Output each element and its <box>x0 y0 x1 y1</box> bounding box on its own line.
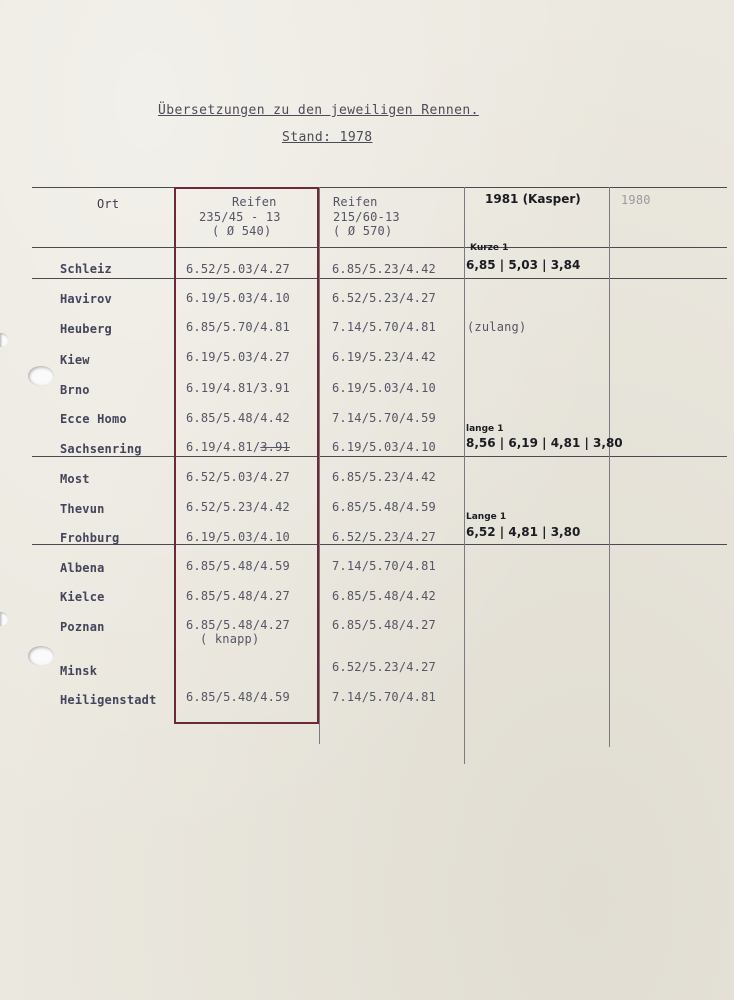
ratio-215-thevun: 6.85/5.48/4.59 <box>332 500 436 514</box>
header-bottom-rule <box>32 247 727 248</box>
note-label-lange1-b: Lange 1 <box>466 512 507 522</box>
ratio-235-heiligenstadt: 6.85/5.48/4.59 <box>186 690 290 704</box>
place-schleiz: Schleiz <box>60 262 112 276</box>
note-sachsenring: 8,56 | 6,19 | 4,81 | 3,80 <box>466 436 623 450</box>
ratio-235-sachsenring <box>186 440 290 454</box>
ratio-215-frohburg: 6.52/5.23/4.27 <box>332 530 436 544</box>
ratio-215-albena: 7.14/5.70/4.81 <box>332 559 436 573</box>
note-schleiz: 6,85 | 5,03 | 3,84 <box>466 258 581 272</box>
ratio-235-havirov: 6.19/5.03/4.10 <box>186 291 290 305</box>
punch-hole-top <box>28 366 54 386</box>
header-reifen-2: Reifen <box>333 195 378 209</box>
place-thevun: Thevun <box>60 502 105 516</box>
ratio-215-most: 6.85/5.23/4.42 <box>332 470 436 484</box>
column-rule-3 <box>609 187 610 747</box>
ratio-215-minsk: 6.52/5.23/4.27 <box>332 660 436 674</box>
ratio-235-kielce: 6.85/5.48/4.27 <box>186 589 290 603</box>
place-kielce: Kielce <box>60 590 105 604</box>
header-size-2: 215/60-13 <box>333 210 400 224</box>
ratio-235-sachsenring-part: 6.19/4.81/ <box>186 440 261 454</box>
group-rule-1 <box>32 278 727 279</box>
place-heuberg: Heuberg <box>60 322 112 336</box>
ratio-235-thevun: 6.52/5.23/4.42 <box>186 500 290 514</box>
place-ecce-homo: Ecce Homo <box>60 412 127 426</box>
group-rule-3 <box>32 544 727 545</box>
ratio-215-brno: 6.19/5.03/4.10 <box>332 381 436 395</box>
place-havirov: Havirov <box>60 292 112 306</box>
note-label-kurze1: Kurze 1 <box>470 243 509 253</box>
place-brno: Brno <box>60 383 90 397</box>
place-minsk: Minsk <box>60 664 98 678</box>
ratio-235-most: 6.52/5.03/4.27 <box>186 470 290 484</box>
ratio-235-albena: 6.85/5.48/4.59 <box>186 559 290 573</box>
ratio-235-frohburg: 6.19/5.03/4.10 <box>186 530 290 544</box>
column-rule-2 <box>464 187 465 764</box>
document-title: Übersetzungen zu den jeweiligen Rennen. <box>158 103 479 118</box>
header-1980: 1980 <box>621 193 651 207</box>
ratio-235-schleiz: 6.52/5.03/4.27 <box>186 262 290 276</box>
ratio-235-brno: 6.19/4.81/3.91 <box>186 381 290 395</box>
place-heiligenstadt: Heiligenstadt <box>60 693 157 707</box>
header-ort: Ort <box>97 197 120 211</box>
ratio-215-heiligenstadt: 7.14/5.70/4.81 <box>332 690 436 704</box>
header-1981-kasper: 1981 (Kasper) <box>485 192 581 206</box>
header-reifen-1: Reifen <box>232 195 277 209</box>
place-poznan: Poznan <box>60 620 105 634</box>
note-label-lange1-a: lange 1 <box>466 424 504 434</box>
ratio-215-heuberg: 7.14/5.70/4.81 <box>332 320 436 334</box>
ratio-215-ecce-homo: 7.14/5.70/4.59 <box>332 411 436 425</box>
place-sachsenring: Sachsenring <box>60 442 142 456</box>
document-subtitle: Stand: 1978 <box>282 130 373 145</box>
ratio-235-kiew: 6.19/5.03/4.27 <box>186 350 290 364</box>
ratio-235-poznan: 6.85/5.48/4.27 <box>186 618 290 632</box>
remark-heuberg: (zulang) <box>467 320 527 334</box>
group-rule-2 <box>32 456 727 457</box>
ratio-215-sachsenring: 6.19/5.03/4.10 <box>332 440 436 454</box>
place-most: Most <box>60 472 90 486</box>
header-size-1: 235/45 - 13 <box>199 210 281 224</box>
header-diameter-1: ( Ø 540) <box>212 224 272 238</box>
ratio-215-poznan: 6.85/5.48/4.27 <box>332 618 436 632</box>
column-rule-1 <box>319 187 320 744</box>
punch-hole-bottom <box>28 646 54 666</box>
ratio-235-sachsenring-struck: 3.91 <box>260 440 290 454</box>
place-albena: Albena <box>60 561 105 575</box>
header-diameter-2: ( Ø 570) <box>333 224 393 238</box>
place-kiew: Kiew <box>60 353 90 367</box>
remark-poznan-knapp: ( knapp) <box>200 632 260 646</box>
place-frohburg: Frohburg <box>60 531 120 545</box>
ratio-215-schleiz: 6.85/5.23/4.42 <box>332 262 436 276</box>
note-frohburg: 6,52 | 4,81 | 3,80 <box>466 525 581 539</box>
ratio-215-havirov: 6.52/5.23/4.27 <box>332 291 436 305</box>
ratio-235-heuberg: 6.85/5.70/4.81 <box>186 320 290 334</box>
ratio-235-ecce-homo: 6.85/5.48/4.42 <box>186 411 290 425</box>
table-top-rule <box>32 187 727 188</box>
ratio-215-kiew: 6.19/5.23/4.42 <box>332 350 436 364</box>
ratio-215-kielce: 6.85/5.48/4.42 <box>332 589 436 603</box>
